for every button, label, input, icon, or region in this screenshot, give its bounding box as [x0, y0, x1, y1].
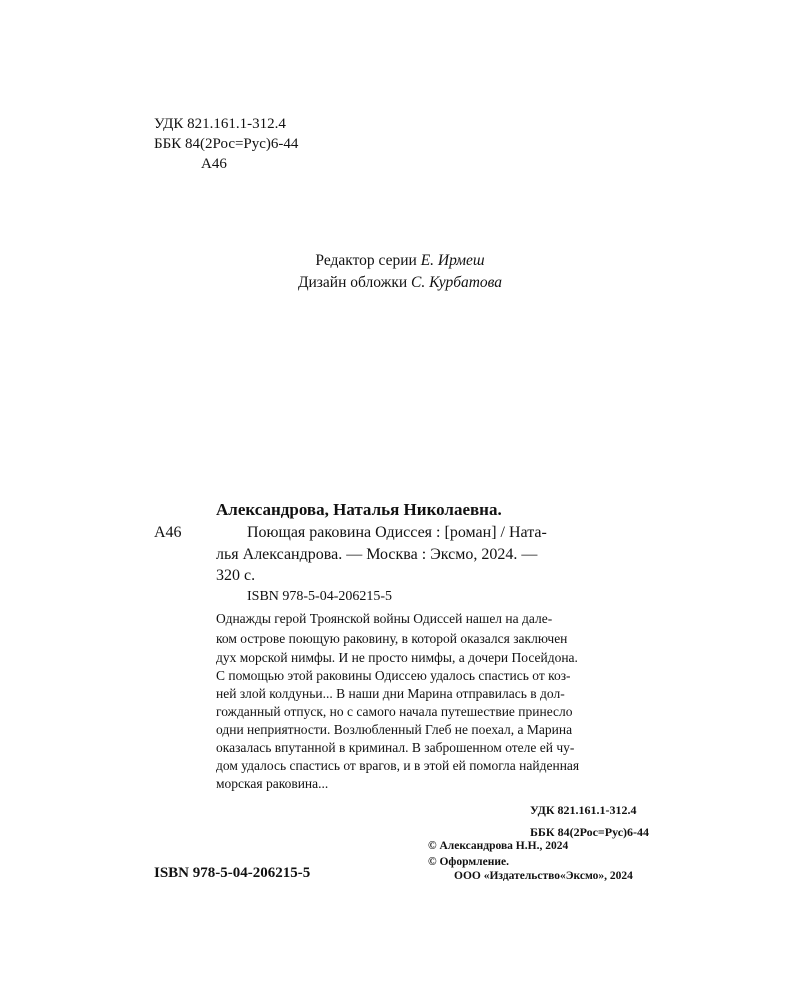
annotation-line: дух морской нимфы. И не просто нимфы, а дочери Посейдона. — [216, 650, 578, 665]
author-mark-code: А46 — [201, 156, 227, 172]
annotation-line: дом удалось спастись от врагов, и в этой ей помогла найденная — [216, 758, 580, 773]
annotation-line: ней злой колдуньи... В наши дни Марина отправилась в дол- — [216, 686, 565, 701]
annotation-line: гожданный отпуск, но с самого начала путешествие принесло — [216, 704, 573, 719]
udk-code: УДК 821.161.1-312.4 — [154, 116, 286, 132]
cover-design-label: Дизайн обложки — [297, 274, 408, 291]
title-line-1: Поющая раковина Одиссея : [роман] / Ната- — [247, 524, 547, 541]
cover-design-name: С. Курбатова — [411, 274, 503, 291]
cover-design-line — [0, 272, 800, 294]
copyright-line: © Оформление. — [428, 856, 509, 868]
author-heading: Александрова, Наталья Николаевна. — [216, 500, 502, 519]
copyright-line: ООО «Издательство«Эксмо», 2024 — [454, 870, 633, 882]
annotation-line: Однажды герой Троянской войны Одиссей нашел на дале- — [216, 611, 553, 626]
udk-code-right: УДК 821.161.1-312.4 — [530, 803, 637, 817]
annotation-line: оказалась впутанной в криминал. В заброшенном отеле ей чу- — [216, 740, 575, 755]
bib-isbn: ISBN 978-5-04-206215-5 — [247, 589, 393, 604]
bib-author-mark: А46 — [154, 524, 182, 541]
copyright-line: © Александрова Н.Н., 2024 — [428, 840, 569, 852]
series-editor-line — [0, 250, 800, 272]
annotation-line: одни неприятности. Возлюбленный Глеб не поехал, а Марина — [216, 722, 573, 737]
annotation-line: ком острове поющую раковину, в которой оказался заключен — [216, 631, 568, 646]
footer-isbn: ISBN 978-5-04-206215-5 — [154, 865, 311, 881]
series-editor-label: Редактор серии — [315, 252, 417, 269]
title-line-3: 320 с. — [216, 567, 256, 584]
annotation-line: морская раковина... — [216, 776, 329, 791]
top-classification-codes — [154, 114, 298, 174]
annotation-line: С помощью этой раковины Одиссею удалось спастись от коз- — [216, 668, 571, 683]
title-line-2: лья Александрова. — Москва : Эксмо, 2024. — — [216, 546, 538, 563]
series-editor-name: Е. Ирмеш — [420, 252, 485, 269]
bbk-code: ББК 84(2Рос=Рус)6-44 — [154, 136, 299, 152]
bbk-code-right: ББК 84(2Рос=Рус)6-44 — [530, 825, 650, 839]
